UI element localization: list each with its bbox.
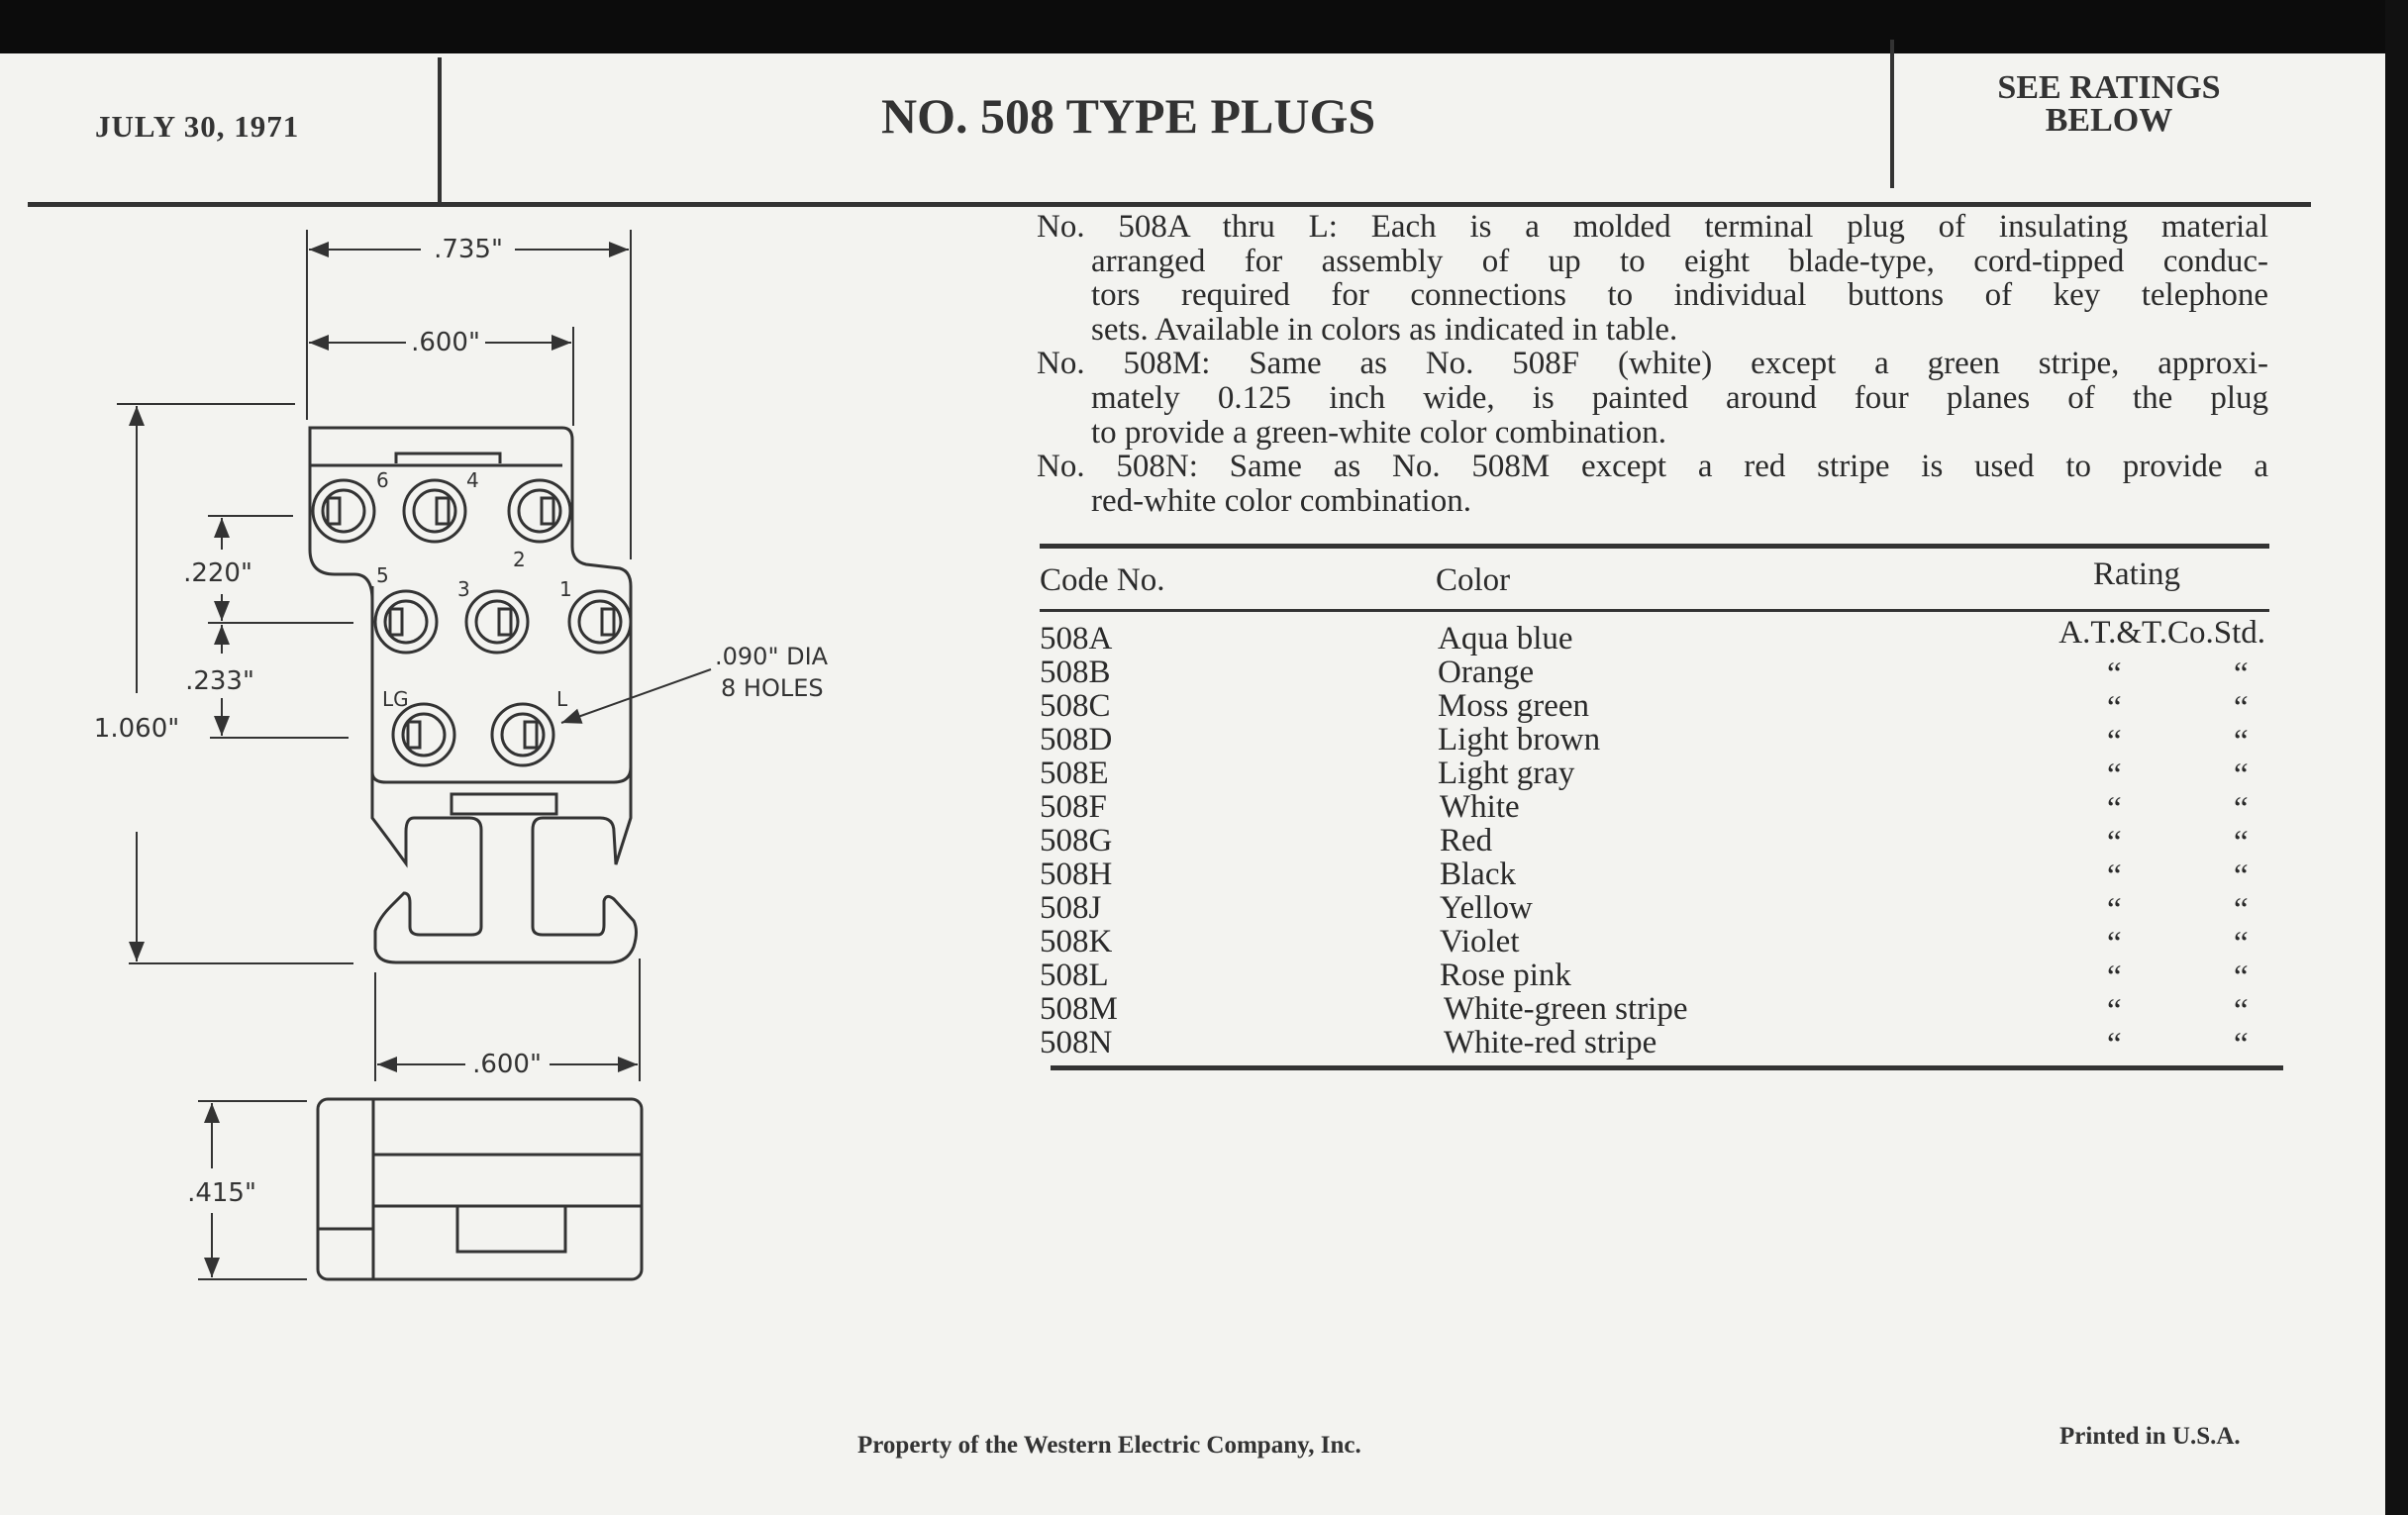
table-row <box>1040 958 2277 995</box>
table-row <box>1040 688 2277 726</box>
description-line: arranged for assembly of up to eight blade-type, cord-tipped conduc- <box>1091 243 2268 279</box>
table-body <box>1040 615 2277 1062</box>
terminal-hole <box>569 591 631 653</box>
terminal-hole <box>466 591 528 653</box>
dim-row-spacing-2: .233" <box>185 666 254 696</box>
rating-cell: A.T.&T.Co.Std. <box>2058 615 2265 651</box>
ditto-mark: “ <box>2107 960 2122 995</box>
terminal-hole <box>393 704 454 765</box>
table-row <box>1040 756 2277 793</box>
ditto-mark: “ <box>2107 758 2122 793</box>
table-row <box>1040 789 2277 827</box>
terminal-label: 5 <box>376 563 389 587</box>
terminal-hole <box>404 480 465 542</box>
page-title: NO. 508 TYPE PLUGS <box>881 88 1376 144</box>
date: JULY 30, 1971 <box>95 109 300 144</box>
code-cell: 508L <box>1040 958 1109 993</box>
code-cell: 508F <box>1040 789 1107 825</box>
hole-note: 8 HOLES <box>721 674 824 702</box>
code-cell: 508N <box>1040 1025 1113 1060</box>
ditto-mark: “ <box>2107 892 2122 928</box>
color-cell: Light brown <box>1438 722 1601 758</box>
terminal-hole <box>375 591 437 653</box>
table-row <box>1040 991 2277 1029</box>
color-cell: Black <box>1440 857 1516 892</box>
code-cell: 508K <box>1040 924 1113 960</box>
ditto-mark: “ <box>2234 825 2249 860</box>
color-cell: Moss green <box>1438 688 1590 724</box>
table-bottom-rule <box>1051 1065 2283 1070</box>
code-cell: 508D <box>1040 722 1113 758</box>
code-cell: 508B <box>1040 655 1111 690</box>
ditto-mark: “ <box>2107 825 2122 860</box>
terminal-label: L <box>556 687 568 711</box>
ditto-mark: “ <box>2234 1027 2249 1062</box>
ratings-note-line: BELOW <box>2045 102 2173 139</box>
dim-overall-width: .735" <box>434 235 503 264</box>
color-cell: Aqua blue <box>1438 621 1573 656</box>
ditto-mark: “ <box>2234 960 2249 995</box>
ditto-mark: “ <box>2234 993 2249 1029</box>
color-cell: Yellow <box>1440 890 1533 926</box>
code-cell: 508E <box>1040 756 1109 791</box>
dim-top-width: .600" <box>411 328 480 357</box>
ratings-note <box>1970 71 2248 137</box>
code-cell: 508C <box>1040 688 1111 724</box>
terminal-label: 3 <box>457 577 470 601</box>
ditto-mark: “ <box>2107 858 2122 894</box>
description-line: No. 508N: Same as No. 508M except a red stripe is used to provide a <box>1037 449 2268 485</box>
terminal-hole <box>313 480 374 542</box>
plug-side-view <box>318 1099 642 1279</box>
color-cell: Violet <box>1440 924 1520 960</box>
table-row <box>1040 925 2277 959</box>
column-header-color: Color <box>1436 562 1511 598</box>
table-row <box>1040 824 2277 858</box>
column-header-rating: Rating <box>2093 556 2180 592</box>
hole-note: .090" DIA <box>715 643 829 670</box>
color-cell: Light gray <box>1438 756 1575 791</box>
ditto-mark: “ <box>2107 656 2122 692</box>
color-cell: Red <box>1440 823 1493 858</box>
terminal-label: 6 <box>376 468 389 492</box>
ditto-mark: “ <box>2107 1027 2122 1062</box>
header-divider <box>1890 40 1894 188</box>
description-line: mately 0.125 inch wide, is painted around four planes of the plug <box>1091 379 2268 416</box>
ditto-mark: “ <box>2107 926 2122 961</box>
footer-property: Property of the Western Electric Company, Inc. <box>857 1432 1361 1459</box>
table-header-rule <box>1040 609 2269 612</box>
code-cell: 508G <box>1040 823 1113 858</box>
code-cell: 508J <box>1040 890 1102 926</box>
plug-front-outline <box>310 428 637 962</box>
description-line: to provide a green-white color combination. <box>1091 414 1666 451</box>
table-row <box>1040 857 2277 894</box>
color-cell: White-red stripe <box>1444 1025 1657 1060</box>
table-row <box>1040 723 2277 757</box>
column-header-code: Code No. <box>1040 562 1165 598</box>
color-cell: White-green stripe <box>1444 991 1688 1027</box>
ditto-mark: “ <box>2107 690 2122 726</box>
code-cell: 508M <box>1040 991 1118 1027</box>
ditto-mark: “ <box>2234 656 2249 692</box>
description-line: No. 508A thru L: Each is a molded terminal plug of insulating material <box>1037 209 2268 245</box>
table-row <box>1040 1026 2277 1060</box>
ditto-mark: “ <box>2107 724 2122 759</box>
terminal-label: 4 <box>466 468 479 492</box>
description-line: sets. Available in colors as indicated in table. <box>1091 311 1678 348</box>
plug-holes <box>313 480 631 765</box>
terminal-hole <box>509 480 570 542</box>
color-cell: Rose pink <box>1440 958 1571 993</box>
ditto-mark: “ <box>2234 858 2249 894</box>
ditto-mark: “ <box>2234 690 2249 726</box>
ditto-mark: “ <box>2234 758 2249 793</box>
description-line: tors required for connections to individual buttons of key telephone <box>1091 277 2268 314</box>
description <box>1037 210 2268 518</box>
ditto-mark: “ <box>2107 993 2122 1029</box>
ditto-mark: “ <box>2234 926 2249 961</box>
ditto-mark: “ <box>2234 892 2249 928</box>
color-cell: Orange <box>1438 655 1535 690</box>
terminal-label: LG <box>382 687 409 711</box>
table-row <box>1040 615 2277 656</box>
table-top-rule <box>1040 544 2269 549</box>
dim-bottom-width: .600" <box>472 1050 542 1079</box>
terminal-hole <box>492 704 553 765</box>
dim-side-height: .415" <box>187 1178 256 1208</box>
ditto-mark: “ <box>2234 791 2249 827</box>
color-cell: White <box>1440 789 1520 825</box>
table-row <box>1040 655 2277 692</box>
code-cell: 508A <box>1040 621 1113 656</box>
description-line: No. 508M: Same as No. 508F (white) except a green stripe, approxi- <box>1037 346 2268 382</box>
plug-drawing <box>0 0 990 1337</box>
terminal-label: 1 <box>559 577 572 601</box>
ditto-mark: “ <box>2234 724 2249 759</box>
table-row <box>1040 890 2277 928</box>
footer-printed: Printed in U.S.A. <box>2059 1423 2241 1450</box>
scan-right-border <box>2385 0 2408 1515</box>
ditto-mark: “ <box>2107 791 2122 827</box>
ratings-note-line: SEE RATINGS <box>1997 69 2221 106</box>
description-line: red-white color combination. <box>1091 482 1471 519</box>
terminal-label: 2 <box>513 548 526 571</box>
dim-height: 1.060" <box>93 714 180 744</box>
dim-row-spacing-1: .220" <box>183 558 252 588</box>
code-cell: 508H <box>1040 857 1113 892</box>
